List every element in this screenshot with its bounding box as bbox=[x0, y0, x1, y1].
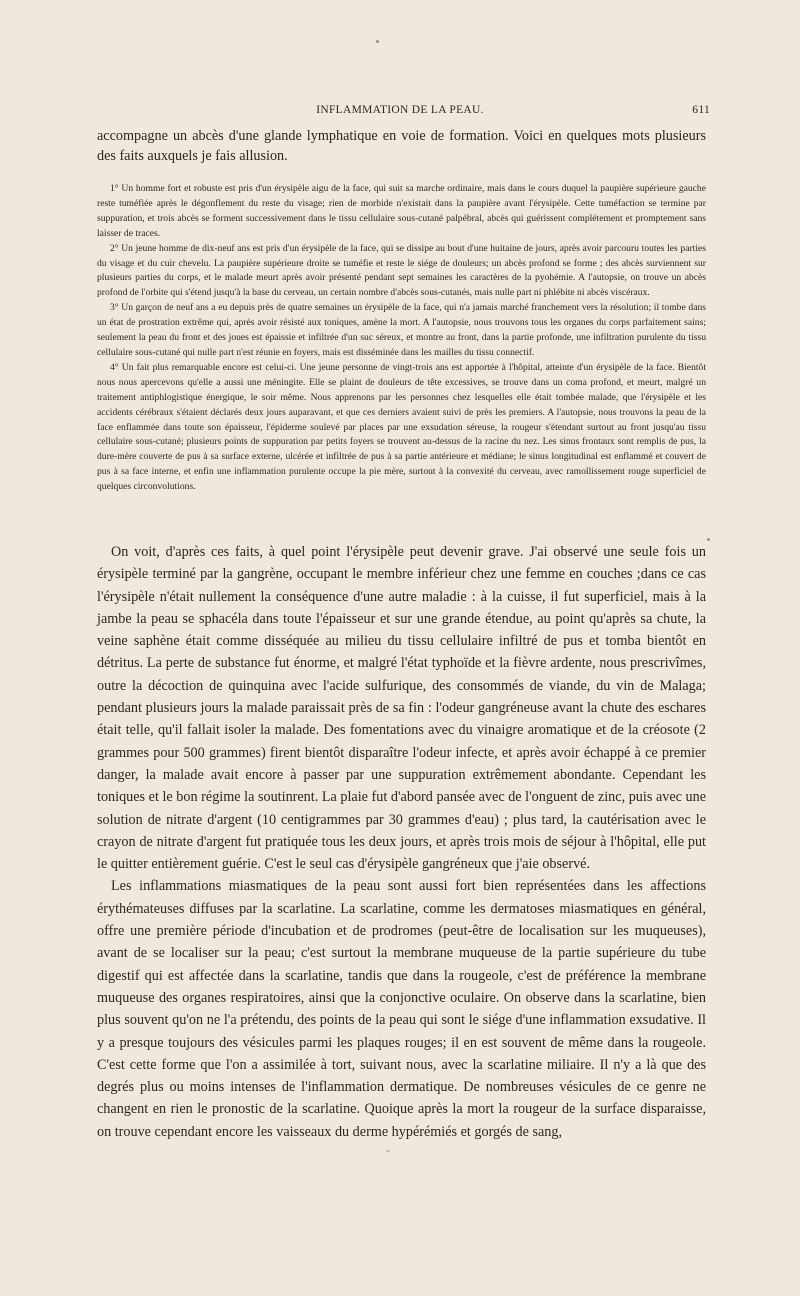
paper-speck bbox=[707, 538, 710, 541]
lead-paragraph-text: accompagne un abcès d'une glande lymphatique en voie de formation. Voici en quelques mots plusieurs des faits auxquels je fais allusion. bbox=[97, 128, 706, 164]
running-title: INFLAMMATION DE LA PEAU. bbox=[316, 104, 484, 116]
body-paragraph: Les inflammations miasmatiques de la peau sont aussi fort bien représentées dans les affections érythémateuses diffuses par la scarlatine. La scarlatine, comme les dermatoses miasmatiques en général, offre une première période d'incubation et de prodromes (peut-être de localisation sur les muqueuses), avant de se localiser sur la peau; c'est surtout la membrane muqueuse de la partie supérieure du tube digestif qui est affectée dans la scarlatine, tandis que dans la rougeole, c'est de préférence la membrane muqueuse des organes respiratoires, ainsi que la conjonctive oculaire. On observe dans la scarlatine, bien plus souvent qu'on ne l'a prétendu, des points de la peau qui sont le siége d'une inflammation exsudative. Il y a presque toujours des vésicules parmi les plaques rouges; il en est souvent de même dans la rougeole. C'est cette forme que l'on a assimilée à tort, suivant nous, avec la scarlatine miliaire. Il n'y a là que des degrés plus ou moins intenses de l'inflammation dermatique. De nombreuses vésicules de ce genre ne changent en rien le pronostic de la scarlatine. Quoique après la mort la rougeur de la surface disparaisse, on trouve cependant encore les vaisseaux du derme hypérémiés et gorgés de sang, bbox=[97, 878, 706, 1140]
running-head bbox=[0, 104, 800, 120]
case-item: 4° Un fait plus remarquable encore est celui-ci. Une jeune personne de vingt-trois ans est apportée à l'hôpital, atteinte d'un érysipèle de la face. Bientôt nous nous apercevons qu'elle a aussi une méningite. Elle se plaint de douleurs de tête excessives, se trouve dans un coma profond, et meurt, malgré un traitement antiphlogistique énergique, le soir même. Nous apprenons par les personnes chez lesquelles elle était tombée malade, que l'érysipèle et les accidents cérébraux s'étaient déclarés deux jours auparavant, et que ces derniers avaient suivi de près les premiers. A l'autopsie, nous trouvons la peau de la face enflammée dans toute son épaisseur, l'épiderme soulevé par places par une exsudation séreuse, la rougeur s'étendant surtout au front jusqu'au tissu cellulaire sous-cutané; plusieurs points de suppuration par petits foyers se trouvent au-dessus de la racine du nez. Les sinus frontaux sont remplis de pus, la dure-mère couverte de pus à sa surface externe, ulcérée et infiltrée de pus à sa partie antérieure et médiane; le sinus longitudinal est enflammé et couvert de pus à sa face interne, et enfin une inflammation purulente occupe la pie mère, surtout à la convexité du cerveau, avec ramollissement rouge superficiel de quelques circonvolutions. bbox=[97, 361, 706, 493]
body-paragraph: On voit, d'après ces faits, à quel point l'érysipèle peut devenir grave. J'ai observé une seule fois un érysipèle terminé par la gangrène, occupant le membre inférieur chez une femme en couches ;dans ce cas l'érysipèle n'était nullement la conséquence d'une autre maladie : à la cuisse, il fut superficiel, mais à la jambe la peau se sphacéla dans toute l'épaisseur et sur une grande étendue, au point qu'après sa chute, la veine saphène était comme disséquée au milieu du tissu cellulaire infiltré de pus et tomba bientôt en détritus. La perte de substance fut énorme, et malgré l'état typhoïde et la fièvre ardente, nous prescrivîmes, outre la décoction de quinquina avec l'acide sulfurique, des consommés de viande, du vin de Malaga; pendant plusieurs jours la malade paraissait près de sa fin : l'odeur gangréneuse avant la chute des eschares était telle, qu'il fallait isoler la malade. Des fomentations avec du vinaigre aromatique et de la créosote (2 grammes pour 500 grammes) firent bientôt disparaître l'odeur infecte, et après avoir échappé à ce premier danger, la malade avait encore à passer par une suppuration extrêmement abondante. Cependant les toniques et le bon régime la soutinrent. La plaie fut d'abord pansée avec de l'onguent de zinc, puis avec une solution de nitrate d'argent (10 centigrammes par 30 grammes d'eau) ; plus tard, la cautérisation avec le crayon de nitrate d'argent fut pratiquée tous les deux jours, et après trois mois de séjour à l'hôpital, elle put le quitter entièrement guérie. C'est le seul cas d'érysipèle gangréneux que j'aie observé. bbox=[97, 544, 706, 873]
case-list bbox=[97, 182, 706, 495]
paper-speck bbox=[386, 1150, 390, 1152]
case-item: 2° Un jeune homme de dix-neuf ans est pris d'un érysipèle de la face, qui se dissipe au bout d'une huitaine de jours, après avoir parcouru toutes les parties du visage et du cuir chevelu. La paupière supérieure droite se tuméfie et reste le siége de douleurs; un abcès profond se forme ; des abcès surviennent sur plusieurs parties du corps, et le malade meurt après avoir présenté pendant sept semaines les caractères de la pyohémie. A l'autopsie, on trouve un abcès profond de l'orbite qui s'étend jusqu'à la base du cerveau, un certain nombre d'abcès sous-cutanés, mais nulle part ni phlébite ni abcès viscéraux. bbox=[97, 242, 706, 299]
lead-paragraph bbox=[97, 127, 706, 166]
case-item: 3° Un garçon de neuf ans a eu depuis près de quatre semaines un érysipèle de la face, qui n'a jamais marché franchement vers la résolution; il tombe dans un état de prostration extrême qui, après avoir résisté aux toniques, amène la mort. A l'autopsie, nous trouvons tous les organes du corps parfaitement sains; seulement la peau du front et des joues est épaissie et infiltrée d'un suc séreux, et montre au front, dans la partie profonde, une infiltration purulente du tissu cellulaire sous-cutané qui nulle part n'est réunie en foyers, mais est disséminée dans les mailles du tissu connectif. bbox=[97, 302, 706, 358]
page-number: 611 bbox=[692, 104, 710, 116]
case-item: 1° Un homme fort et robuste est pris d'un érysipèle aigu de la face, qui suit sa marche ordinaire, mais dans le cours duquel la paupière supérieure gauche reste tuméfiée après le dégonflement du reste du visage; rien de morbide n'existait dans la paupière avant l'érysipèle. Cette tuméfaction se termine par suppuration, et trois abcès se forment successivement dans le tissu cellulaire sous-cutané palpébral, abcès qui guérissent complétement et promptement sans laisser de traces. bbox=[97, 183, 706, 239]
paper-speck bbox=[376, 40, 379, 43]
body-text bbox=[97, 541, 706, 1143]
